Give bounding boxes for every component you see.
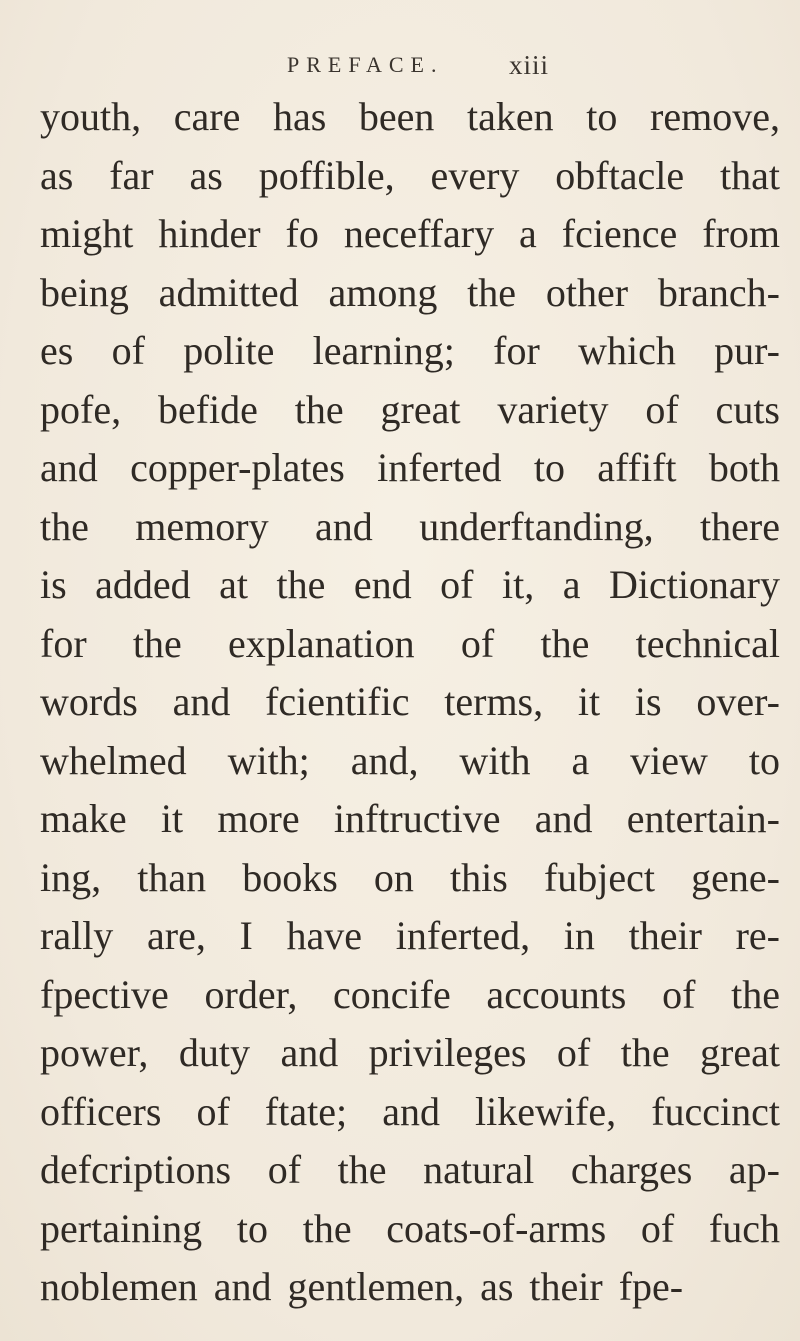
- text-line: words and fcientific terms, it is over-: [40, 679, 780, 724]
- text-line: youth, care has been taken to remove,: [40, 94, 780, 139]
- text-line: is added at the end of it, a Dictionary: [40, 562, 780, 607]
- text-line: the memory and underftanding, there: [40, 503, 780, 549]
- text-line: being admitted among the other branch-: [40, 269, 780, 315]
- body-text: [40, 88, 780, 1317]
- running-head: [0, 50, 800, 90]
- text-line: es of polite learning; for which pur-: [40, 328, 780, 373]
- text-line: for the explanation of the technical: [40, 620, 780, 666]
- text-line: rally are, I have inferted, in their re-: [40, 913, 780, 958]
- text-line: pertaining to the coats-of-arms of fuch: [40, 1205, 780, 1251]
- text-line: whelmed with; and, with a view to: [40, 737, 780, 783]
- page-number: xiii: [509, 50, 550, 80]
- text-line: power, duty and privileges of the great: [40, 1030, 780, 1075]
- running-title: PREFACE.: [287, 52, 444, 77]
- text-line: make it more inftructive and entertain-: [40, 796, 780, 841]
- text-line: might hinder fo neceffary a fcience from: [40, 211, 780, 256]
- text-line: as far as poffible, every obftacle that: [40, 152, 780, 198]
- text-line: officers of ftate; and likewife, fuccinct: [40, 1088, 780, 1134]
- text-line: ing, than books on this fubject gene-: [40, 854, 780, 900]
- text-line: pofe, befide the great variety of cuts: [40, 386, 780, 432]
- text-line: and copper-plates inferted to affift both: [40, 445, 780, 490]
- text-line: defcriptions of the natural charges ap-: [40, 1147, 780, 1192]
- text-line: fpective order, concife accounts of the: [40, 971, 780, 1017]
- text-line: noblemen and gentlemen, as their fpe-: [40, 1264, 684, 1309]
